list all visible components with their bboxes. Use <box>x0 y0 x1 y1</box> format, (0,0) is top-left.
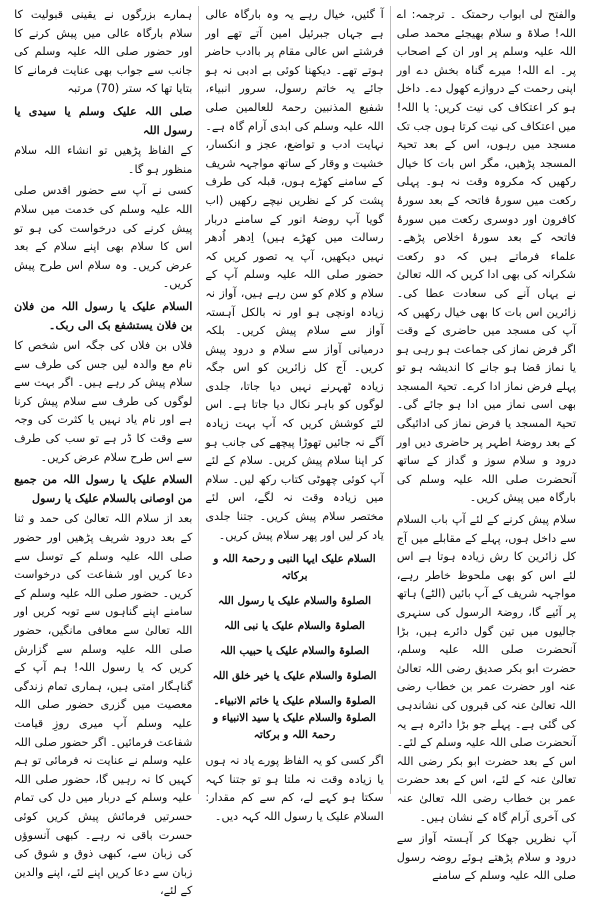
salutation-line: الصلوۃ والسلام علیک یا خیر خلق اللہ <box>212 670 377 683</box>
paragraph: والفتح لی ابواب رحمتک ۔ ترجمہ: اے اللہ! صلاۃ و سلام بھیجئے محمد صلی اللہ علیہ وسلم پر اور ان کے اصحاب پر۔ اے اللہ! میرے گناہ بخش دے اور اپنی رحمت کے دروازے کھول دے۔ داخل ہو کر اعتکاف کی نیت کریں: یا اللہ! میں اعتکاف کی نیت کرتا ہوں جب تک مسجد میں رہوں، اس کے بعد تحیۃ المسجد پڑھیں، مگر اس بات کا خیال رکھیں کہ مکروہ وقت نہ ہو۔ پہلی رکعت میں سورۂ فاتحہ کے بعد سورۂ کافرون اور دوسری رکعت میں سورۂ فاتحہ کے بعد سورۂ اخلاص پڑھے۔ علماء فرماتے ہیں کہ دو رکعت شکرانہ کی بھی ادا کریں کہ اللہ تعالیٰ نے یہاں آنے کی سعادت عطا کی۔ زائرین اس بات کا بھی خیال رکھیں کہ آپ کی مسجد میں حاضری کے وقت اگر فرض نماز کی جماعت ہو رہی ہو یا نماز قضا ہو جانے کا اندیشہ ہو تو پہلے فرض نماز ادا کرے۔ تحیۃ المسجد بھی اسی نماز میں ادا ہو جائے گی۔ تحیۃ المسجد یا فرض نماز کی ادائیگی کے بعد روضۂ اطہر پر حاضری دیں اور درود و سلام سوز و گداز کے ساتھ آنحضرت صلی اللہ علیہ وسلم کی بارگاہ میں پیش کریں۔ <box>396 8 576 505</box>
salutation-line: صلی اللہ علیک وسلم یا سیدی یا رسول اللہ <box>14 103 193 137</box>
salutation-line: السلام علیک یا رسول اللہ من فلان بن فلان یستشفع بک الی ربک۔ <box>14 298 193 332</box>
salutation-line: الصلوۃ والسلام علیک یا نبی اللہ <box>224 620 365 633</box>
salutation-line: الصلوۃ والسلام علیک یا رسول اللہ <box>218 595 372 608</box>
salutation-line: السلام علیک یا رسول اللہ من جمیع من اوصانی بالسلام علیک یا رسول <box>14 472 193 505</box>
paragraph: آ گئیں، خیال رہے یہ وہ بارگاہ عالی ہے جہاں جبرئیل امین آتے تھے اور فرشتے اس عالی مقام پر باادب حاضر ہوتے تھے۔ دیکھنا کوئی بے ادبی نہ ہو جائے یہ خاتم رسول، سرور انبیاء، شفیع المذنبین رحمۃ للعالمین صلی اللہ علیہ وسلم کی ابدی آرام گاہ ہے۔ نہایت ادب و تواضع، عجز و انکسار، خشیت و وقار کے ساتھ مواجہہ شریف کے سامنے کھڑے ہوں، قبلہ کی طرف پشت کر کے نظریں نیچے رکھیں (اب گویا آپ روضۂ انور کے سامنے دربار رسالت میں کھڑے ہیں) اِدھر اُدھر نہیں دیکھیں، آپ یہ تصور کریں کہ حضور صلی اللہ علیہ وسلم آپ کے سلام و کلام کو سن رہے ہیں، آواز نہ زیادہ اونچی ہو اور نہ بالکل آہستہ آواز سے سلام پیش کریں۔ بلکہ درمیانی آواز سے سلام و درود پیش کریں۔ آج کل زائرین کو اس جگہ زیادہ ٹھہرنے نہیں دیا جاتا، جلدی لوگوں کو باہر نکال دیا جاتا ہے۔ اس لئے کوشش کریں کہ آپ بہت زیادہ آگے نہ جائیں تھوڑا پیچھے کی جانب ہو کر اپنا سلام پیش کریں۔ سلام کے لئے آپ کوئی چھوٹی کتاب رکھ لیں۔ سلام میں زیادہ وقت نہ لگے، اس لئے مختصر سلام پیش کریں۔ جتنا جلدی یاد کر لیں اور پھر سلام پیش کریں۔ <box>205 8 384 542</box>
paragraph: سلام پیش کرنے کے لئے آپ باب السلام سے داخل ہوں، پہلے کے مقابلے میں آج کل زائرین کا رش زیادہ ہوتا ہے اس لئے اس کو بھی ملحوظ خاطر رہے، مواجہہ شریف کے آپ بائیں (الٹے) ہاتھ پر آئیے گا، روضۃ الرسول کی سنہری جالیوں میں تین گول دائرے ہیں، بڑا آنحضرت صلی اللہ علیہ وسلم، حضرت ابو بکر صدیق رضی اللہ تعالیٰ عنہ اور حضرت عمر بن خطاب رضی اللہ تعالیٰ عنہ کی قبروں کی نشاندہی کی گئی ہے۔ پہلے جو بڑا دائرہ ہے یہ آنحضرت صلی اللہ علیہ وسلم کے لئے۔ اس کے بعد حضرت ابو بکر رضی اللہ تعالیٰ عنہ کے لئے، اس کے بعد حضرت عمر بن خطاب رضی اللہ تعالیٰ عنہ کی آخری آرام گاہ کے نشان ہیں۔ <box>396 513 576 824</box>
salutation-line: الصلوۃ والسلام علیک یا حبیب اللہ <box>219 645 370 658</box>
paragraph: کے الفاظ پڑھیں تو انشاء اللہ سلام منظور ہو گا۔ <box>14 144 193 176</box>
column-middle <box>199 6 390 823</box>
paragraph: اگر کسی کو یہ الفاظ پورے یاد نہ ہوں یا زیادہ وقت نہ ملتا ہو تو جتنا کہہ سکتا ہو کہے لے، کم سے کم مقدار: السلام علیک یا رسول اللہ کہہ دیں۔ <box>205 754 384 823</box>
salutation-line: الصلوۃ والسلام علیک یا خاتم الانبیاء۔ الصلوۃ والسلام علیک یا سید الانبیاء و رحمۃ اللہ و برکاتہ <box>213 695 376 742</box>
column-right <box>391 6 582 883</box>
salutation-line: السلام علیک ایہا النبی و رحمۃ اللہ و برکاتہ <box>213 553 376 583</box>
paragraph: کسی نے آپ سے حضور اقدس صلی اللہ علیہ وسلم کی خدمت میں سلام پیش کرنے کی درخواست کی ہو تو اس کا سلام بھی اپنے سلام کے بعد عرض کریں۔ وہ سلام اس طرح پیش کریں۔ <box>14 184 193 291</box>
column-left <box>8 6 199 898</box>
paragraph: ہمارے بزرگوں نے یقینی قبولیت کا سلام بارگاہ عالی میں پیش کرنے کا اور حضور صلی اللہ علیہ وسلم کی جانب سے جواب بھی عنایت فرمانے کا بتایا تھا کہ ستر (70) مرتبہ <box>14 8 193 96</box>
paragraph: بعد از سلام اللہ تعالیٰ کی حمد و ثنا کے بعد درود شریف پڑھیں اور حضور صلی اللہ علیہ وسلم کے توسل سے دعا کریں اور شفاعت کی درخواست کریں۔ حضور صلی اللہ علیہ وسلم کے سامنے اپنے گناہوں سے توبہ کریں اور اللہ تعالیٰ سے معافی مانگیں، حضور صلی اللہ علیہ وسلم سے گزارش کریں کہ یا رسول اللہ! ہم آپ کے گناہگار امتی ہیں، ہماری تمام زندگی معصیت میں گزری حضور صلی اللہ علیہ وسلم آپ میری روزِ قیامت شفاعت فرمائیں۔ اگر حضور صلی اللہ علیہ وسلم نے عنایت نہ فرمائی تو ہم کہیں کا نہ رہیں گا، حضور صلی اللہ علیہ وسلم کے دربار میں دل کی تمام حسرتیں فرمائش پیش کریں کوئی حسرت باقی نہ رہے۔ کبھی آنسوؤں کی زبان سے، کبھی ذوق و شوق کی زبان سے دعا کریں اپنے لئے، اپنے والدین کے لئے، <box>14 512 193 898</box>
paragraph: آپ نظریں جھکا کر آہستہ آواز سے درود و سلام پڑھتے ہوئے روضہ رسول صلی اللہ علیہ وسلم کے سامنے <box>396 832 576 883</box>
paragraph: فلاں بن فلاں کی جگہ اس شخص کا نام مع والدہ لیں جس کی طرف سے سلام پیش کر رہے ہیں۔ اگر بہت سے لوگوں کی طرف سے سلام پیش کرنا ہے اور نام یاد نہیں یا کثرت کی وجہ سے وقت کا ڈر ہے تو سب کی طرف سے اس طرح سلام عرض کریں۔ <box>14 339 193 464</box>
